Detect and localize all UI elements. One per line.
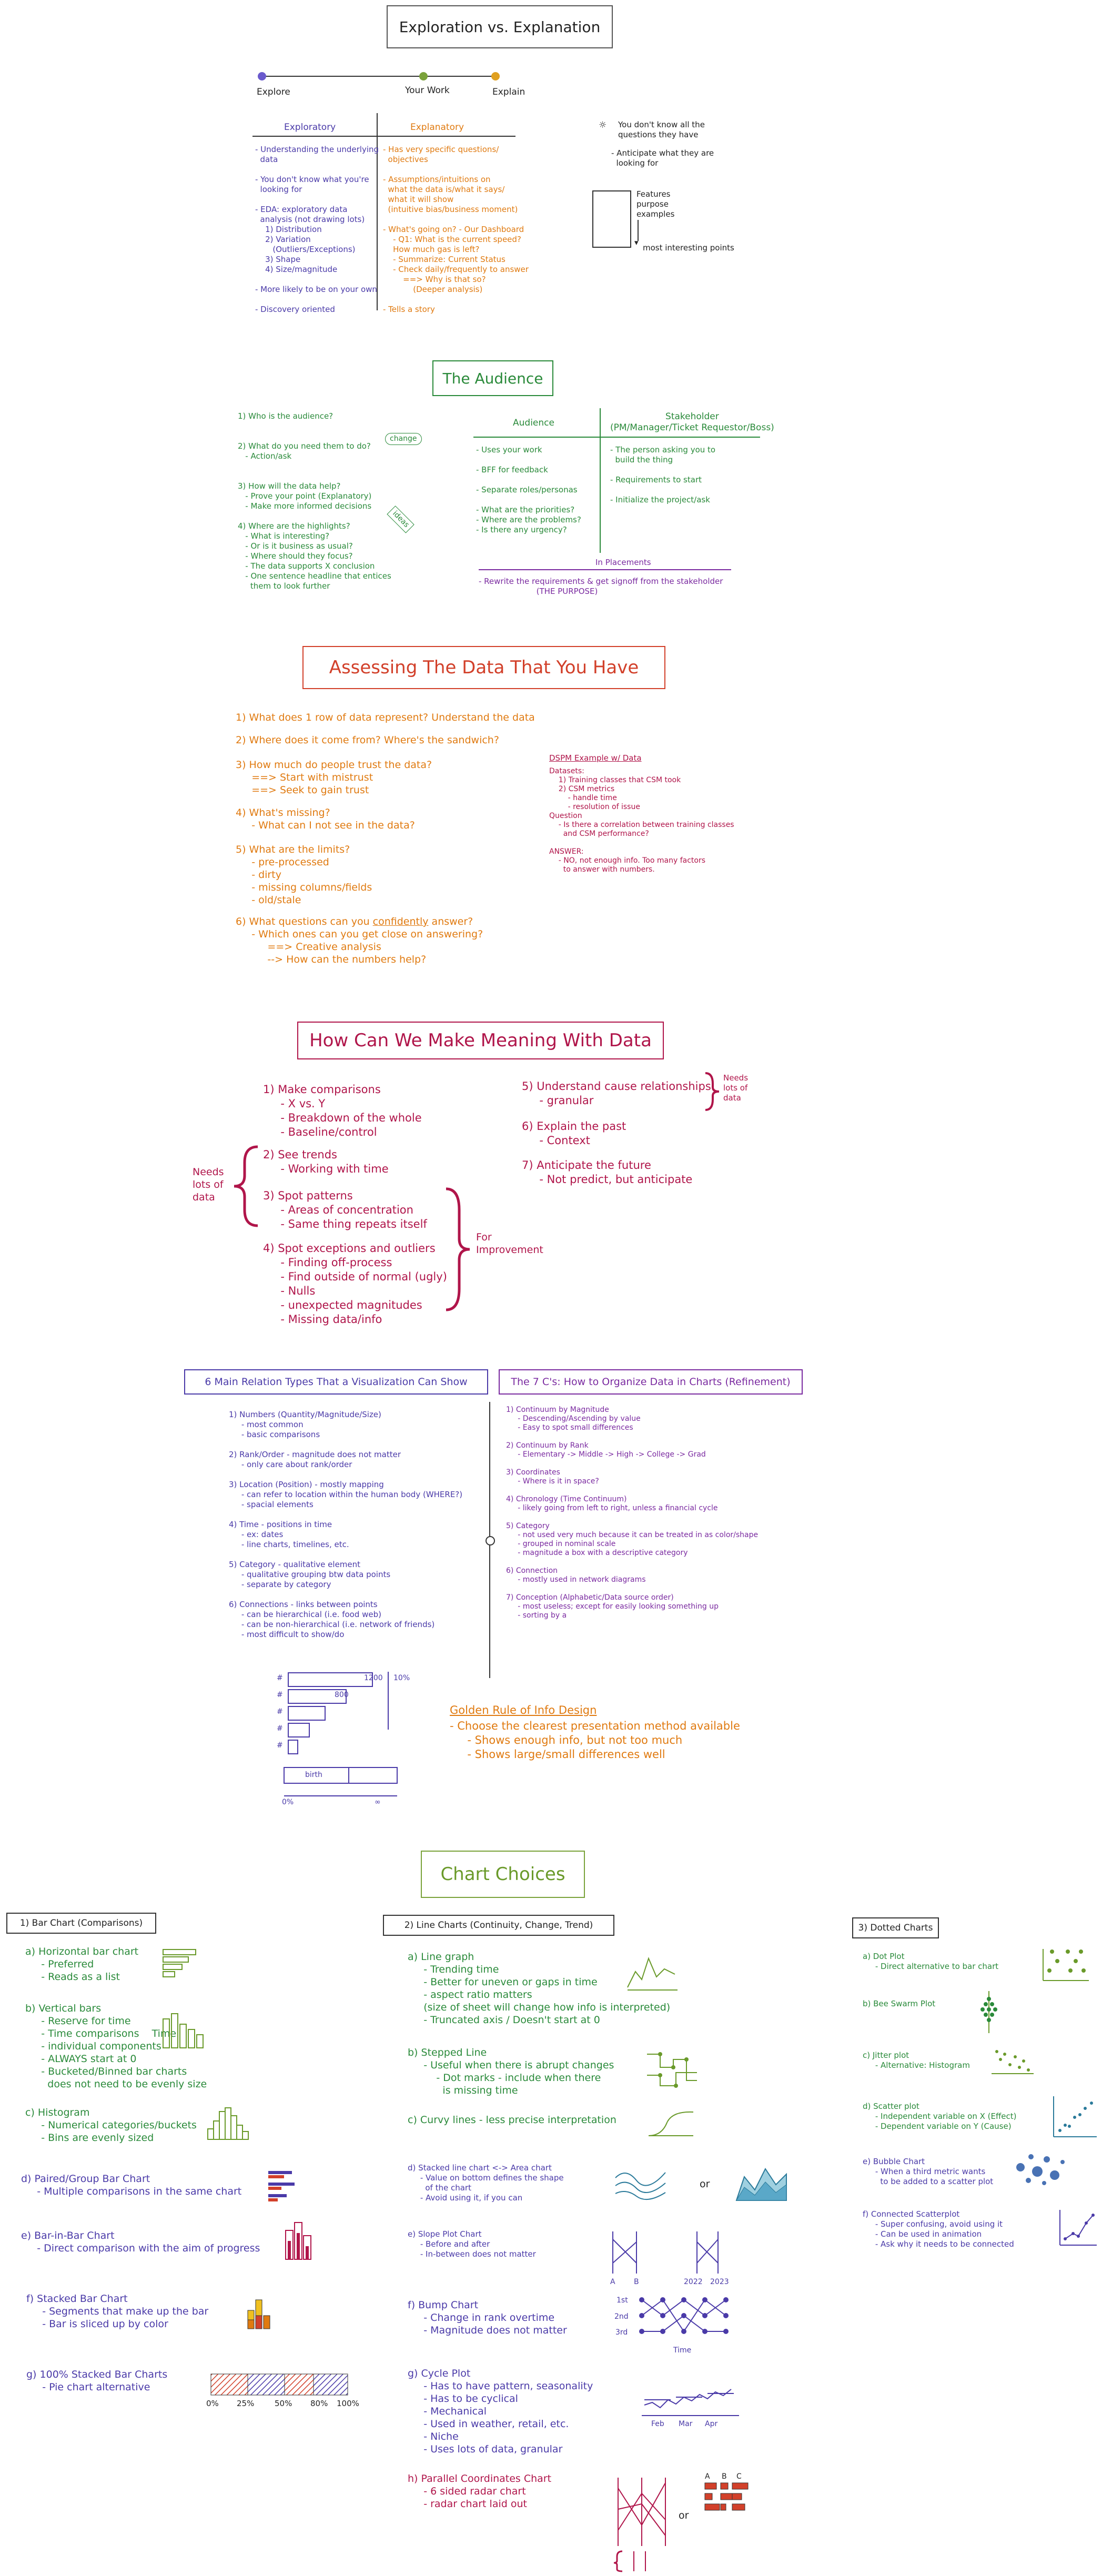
interesting-note: most interesting points (643, 243, 734, 252)
horizontal-bar-icon (158, 1945, 205, 1982)
bubble-chart-icon (1010, 2146, 1073, 2194)
axis-end: ∞ (375, 1798, 381, 1806)
stacked-bar-icon (245, 2295, 282, 2331)
features-note: Features purpose examples (636, 189, 675, 219)
assess-q4: 4) What's missing? - What can I not see in the data? (236, 807, 415, 831)
assess-q6-a: 6) What questions can you (236, 916, 373, 927)
line-a: a) Line graph - Trending time - Better for uneven or gaps in time - aspect ratio matters (size of sheet will change how info is interpreted) - Truncated axis / Doesn't start at 0 (408, 1951, 671, 2026)
bump-chart-icon (631, 2295, 736, 2347)
jitter-plot-icon (989, 2041, 1036, 2078)
s2-vline (600, 408, 601, 553)
bar-a: a) Horizontal bar chart - Preferred - Reads as a list (25, 1946, 139, 1983)
meaning-6: 6) Explain the past - Context (522, 1120, 626, 1147)
your-work-dot (419, 72, 428, 80)
cycle-plot-icon (639, 2373, 744, 2426)
slope-x-2022: 2022 (684, 2278, 703, 2286)
bar-label-2: # (277, 1691, 283, 1699)
meaning-title-box (297, 1022, 664, 1059)
relation-types-title: 6 Main Relation Types That a Visualization Can Show (205, 1376, 468, 1388)
small-brace-icon (701, 1070, 722, 1113)
histogram-icon (205, 2105, 258, 2142)
connected-scatter-icon (1057, 2207, 1099, 2249)
bar-d: d) Paired/Group Bar Chart - Multiple comparisons in the same chart (21, 2173, 242, 2197)
assessing-title-box (302, 646, 665, 689)
needs-data-right: Needs lots of data (723, 1073, 749, 1103)
bar-chart-header: 1) Bar Chart (Comparisons) (19, 1917, 143, 1928)
assess-q5: 5) What are the limits? - pre-processed - dirty - missing columns/fields - old/stale (236, 844, 372, 906)
seven-cs-title: The 7 C's: How to Organize Data in Charts (Refinement) (511, 1376, 791, 1388)
dspm-example: Datasets: 1) Training classes that CSM took 2) CSM metrics - handle time - resolution of issue Question - Is there a correlation between training classes and CSM performance? ANSWER: - NO, not enough info. Too many factors to answer with numbers. (549, 767, 734, 874)
s5-divider-knob (486, 1536, 495, 1545)
bar-label-5: # (277, 1741, 283, 1750)
bar-g: g) 100% Stacked Bar Charts - Pie chart alternative (26, 2369, 168, 2393)
pct-axis-0: 0% (206, 2399, 219, 2408)
line-graph-icon (625, 1951, 683, 1993)
s2-hline (473, 437, 760, 438)
exploratory-notes: - Understanding the underlying data - You don't know what you're looking for - EDA: exploratory data analysis (not drawing lots) 1) Distribution 2) Variation (Outliers/Exceptions) 3) Shape 4) Size/magnitude - More likely to be on your own - Discovery oriented (255, 145, 379, 314)
dspm-example-title: DSPM Example w/ Data (549, 753, 642, 763)
stakeholder-col-header: Stakeholder (PM/Manager/Ticket Requestor/Boss) (610, 411, 774, 433)
questions-note: You don't know all the questions they have (618, 120, 705, 139)
timeline-explain-label: Explain (492, 87, 525, 97)
bar-value-2: 800 (335, 1691, 349, 1699)
meaning-3: 3) Spot patterns - Areas of concentration - Same thing repeats itself (263, 1189, 427, 1230)
assess-q2: 2) Where does it come from? Where's the sandwich? (236, 734, 499, 746)
stepped-line-icon (644, 2044, 702, 2096)
cycle-x-mar: Mar (679, 2420, 693, 2428)
pc-head-c: C (736, 2472, 742, 2481)
s2-violet-line (479, 569, 731, 570)
line-e: e) Slope Plot Chart - Before and after - In-between does not matter (408, 2229, 536, 2259)
dot-b: b) Bee Swarm Plot (863, 1999, 936, 2008)
audience-questions: 1) Who is the audience? 2) What do you need them to do? - Action/ask 3) How will the data help? - Prove your point (Explanatory) - Make more informed decisions 4) Where are the highlights? - What is interesting? - Or is it business as usual? - Where should they focus? - The data supports X conclusion - One sentence headline that entices them to look further (238, 411, 391, 591)
bar-b: b) Vertical bars - Reserve for time - Time comparisons Time - individual components - ALWAYS start at 0 - Bucketed/Binned bar charts does not need to be evenly size (25, 2003, 207, 2090)
pc-head-b: B (722, 2472, 727, 2481)
meaning-title: How Can We Make Meaning With Data (309, 1030, 652, 1051)
ideas-diamond: ideas (387, 506, 414, 533)
exploration-title: Exploration vs. Explanation (399, 18, 601, 36)
exploration-title-box (387, 5, 613, 48)
bump-y-2: 2nd (614, 2312, 629, 2321)
dotted-chart-header-box (852, 1917, 939, 1938)
bar-e: e) Bar-in-Bar Chart - Direct comparison with the aim of progress (21, 2230, 260, 2254)
explain-dot (491, 72, 500, 80)
dotted-chart-header: 3) Dotted Charts (858, 1922, 933, 1933)
line-c: c) Curvy lines - less precise interpretation (408, 2114, 616, 2126)
dot-d: d) Scatter plot - Independent variable on X (Effect) - Dependent variable on Y (Cause) (863, 2102, 1017, 2131)
explanatory-notes: - Has very specific questions/ objectives - Assumptions/intuitions on what the data is/what it says/ what it will show (intuitive bias/business moment) - What's going on? - Our Dashboard - Q1: What is the current speed? How much gas is left? - Summarize: Current Status - Check daily/frequently to answer ==> Why is that so? (Deeper analysis) - Tells a story (383, 145, 529, 314)
meaning-1: 1) Make comparisons - X vs. Y - Breakdown of the whole - Baseline/control (263, 1083, 422, 1138)
s1-hline (252, 136, 515, 137)
slope-chart-icon (608, 2226, 723, 2284)
axis-start: 0% (282, 1798, 294, 1806)
pc-head-a: A (705, 2472, 710, 2481)
meaning-4: 4) Spot exceptions and outliers - Finding off-process - Find outside of normal (ugly) - Nulls - unexpected magnitudes - Missing data/info (263, 1242, 447, 1326)
pct-axis-25: 25% (237, 2399, 255, 2408)
assess-q6 (236, 915, 483, 966)
line-f: f) Bump Chart - Change in rank overtime - Magnitude does not matter (408, 2299, 567, 2336)
area-chart-icon (734, 2161, 792, 2206)
line-b: b) Stepped Line - Useful when there is abrupt changes - Dot marks - include when there is missing time (408, 2047, 614, 2096)
explanatory-header: Explanatory (410, 122, 464, 133)
line-chart-header-box (383, 1915, 614, 1936)
pct-axis-80: 80% (310, 2399, 328, 2408)
seven-cs-title-box (499, 1369, 803, 1395)
slope-x-2023: 2023 (710, 2278, 729, 2286)
left-brace-icon (231, 1144, 263, 1228)
explore-dot (258, 72, 266, 80)
timeline-explore-label: Explore (257, 87, 290, 97)
stacked-line-icon (613, 2162, 671, 2204)
chart-choices-title-box (421, 1851, 585, 1898)
chart-choices-title: Chart Choices (440, 1864, 565, 1885)
in-placements-label: In Placements (595, 558, 651, 567)
bar-value-1: 1200 (364, 1674, 383, 1682)
arrowhead-icon: ▾ (634, 238, 639, 247)
dot-c: c) Jitter plot - Alternative: Histogram (863, 2050, 970, 2070)
cycle-x-apr: Apr (705, 2420, 718, 2428)
golden-rule-title: Golden Rule of Info Design (450, 1704, 597, 1716)
features-box (592, 190, 631, 248)
dot-plot-icon (1039, 1946, 1091, 1988)
parallel-coords-icon (613, 2472, 676, 2572)
audience-col-header: Audience (513, 418, 554, 428)
bar-f: f) Stacked Bar Chart - Segments that make up the bar - Bar is sliced up by color (26, 2293, 209, 2330)
meaning-2: 2) See trends - Working with time (263, 1148, 389, 1175)
dot-e: e) Bubble Chart - When a third metric wants to be added to a scatter plot (863, 2157, 994, 2186)
rewrite-note: - Rewrite the requirements & get signoff from the stakeholder (THE PURPOSE) (479, 577, 723, 596)
bump-x-time: Time (673, 2346, 692, 2355)
assess-q6-b: answer? - Which ones can you get close on answering? ==> Creative analysis --> How can the numbers help? (251, 916, 483, 965)
curvy-line-icon (646, 2107, 699, 2138)
stacked-100-icon (208, 2371, 353, 2398)
bar-in-bar-icon (283, 2220, 320, 2262)
cycle-x-feb: Feb (651, 2420, 664, 2428)
golden-rule: - Choose the clearest presentation method available - Shows enough info, but not too much - Shows large/small differences well (450, 1720, 740, 1761)
exploratory-header: Exploratory (284, 122, 336, 133)
assess-q1: 1) What does 1 row of data represent? Understand the data (236, 712, 535, 723)
bar-chart-header-box (6, 1913, 156, 1934)
bar-c: c) Histogram - Numerical categories/buckets - Bins are evenly sized (25, 2107, 197, 2144)
line-g: g) Cycle Plot - Has to have pattern, seasonality - Has to be cyclical - Mechanical - Used in weather, retail, etc. - Niche - Uses lots of data, granular (408, 2368, 593, 2455)
slope-x-b: B (634, 2278, 639, 2286)
dot-f: f) Connected Scatterplot - Super confusing, avoid using it - Can be used in animation - Ask why it needs to be connected (863, 2209, 1014, 2249)
bar-label-4: # (277, 1724, 283, 1733)
slope-x-a: A (610, 2278, 615, 2286)
relation-types-title-box (184, 1369, 488, 1395)
meaning-5: 5) Understand cause relationships - granular (522, 1080, 711, 1107)
scatter-plot-icon (1049, 2094, 1099, 2141)
line-h: h) Parallel Coordinates Chart - 6 sided radar chart - radar chart laid out (408, 2473, 552, 2510)
audience-notes: - Uses your work - BFF for feedback - Separate roles/personas - What are the priorities? - Where are the problems? - Is there any urgency? (476, 445, 581, 534)
pct-axis-50: 50% (275, 2399, 292, 2408)
assess-q6-underline: confidently (372, 916, 429, 927)
bar-label-3: # (277, 1708, 283, 1716)
pct-label: 10% (393, 1674, 410, 1682)
assess-q3: 3) How much do people trust the data? ==> Start with mistrust ==> Seek to gain trust (236, 759, 432, 796)
stakeholder-notes: - The person asking you to build the thing - Requirements to start - Initialize the project/ask (610, 445, 716, 504)
grouped-bar-icon (263, 2167, 305, 2204)
vertical-bar-icon (158, 2008, 210, 2050)
for-improvement: For Improvement (476, 1231, 543, 1256)
bump-y-1: 1st (616, 2296, 628, 2305)
bar-label-1: # (277, 1674, 283, 1682)
seven-cs-list: 1) Continuum by Magnitude - Descending/Ascending by value - Easy to spot small differences 2) Continuum by Rank - Elementary -> Middle -> High -> College -> Grad 3) Coordinates - Where is it in space? 4) Chronology (Time Continuum) - likely going from left to right, unless a financial cycle 5) Category - not used very much because it can be treated in as color/shape - grouped in nominal scale - magnitude a box with a descriptive category 6) Connection - mostly used in network diagrams 7) Conception (Alphabetic/Data source order) - most useless; except for easily looking something up - sorting by a (506, 1406, 759, 1620)
bee-swarm-icon (968, 1988, 1010, 2036)
bump-y-3: 3rd (615, 2328, 628, 2337)
dot-a: a) Dot Plot - Direct alternative to bar chart (863, 1952, 999, 1971)
line-d: d) Stacked line chart <-> Area chart - Value on bottom defines the shape of the chart - Avoid using it, if you can (408, 2163, 564, 2203)
change-cloud: change (385, 433, 422, 445)
pct-axis-100: 100% (337, 2399, 359, 2408)
timeline-yourwork-label: Your Work (405, 85, 450, 96)
meaning-7: 7) Anticipate the future - Not predict, but anticipate (522, 1159, 693, 1186)
audience-title-box (432, 360, 553, 396)
needs-data-left: Needs lots of data (193, 1166, 224, 1203)
or-label-1: or (700, 2178, 710, 2190)
sun-icon: ☼ (599, 120, 607, 130)
assessing-title: Assessing The Data That You Have (329, 657, 639, 678)
relation-sketch (278, 1666, 409, 1809)
audience-title: The Audience (442, 369, 543, 387)
right-brace-icon (441, 1186, 472, 1312)
or-label-2: or (679, 2510, 689, 2521)
relation-types-list: 1) Numbers (Quantity/Magnitude/Size) - most common - basic comparisons 2) Rank/Order - magnitude does not matter - only care about rank/order 3) Location (Position) - mostly mapping - can refer to location within the human body (WHERE?) - spacial elements 4) Time - positions in time - ex: dates - line charts, timelines, etc. 5) Category - qualitative element - qualitative grouping btw data points - separate by category 6) Connections - links between points - can be hierarchical (i.e. food web) - can be non-hierarchical (i.e. network of friends) - most difficult to show/do (229, 1410, 463, 1639)
anticipate-note: - Anticipate what they are looking for (611, 148, 714, 168)
birth-label: birth (305, 1771, 322, 1779)
explore-timeline (252, 63, 505, 100)
line-chart-header: 2) Line Charts (Continuity, Change, Trend) (404, 1920, 593, 1931)
